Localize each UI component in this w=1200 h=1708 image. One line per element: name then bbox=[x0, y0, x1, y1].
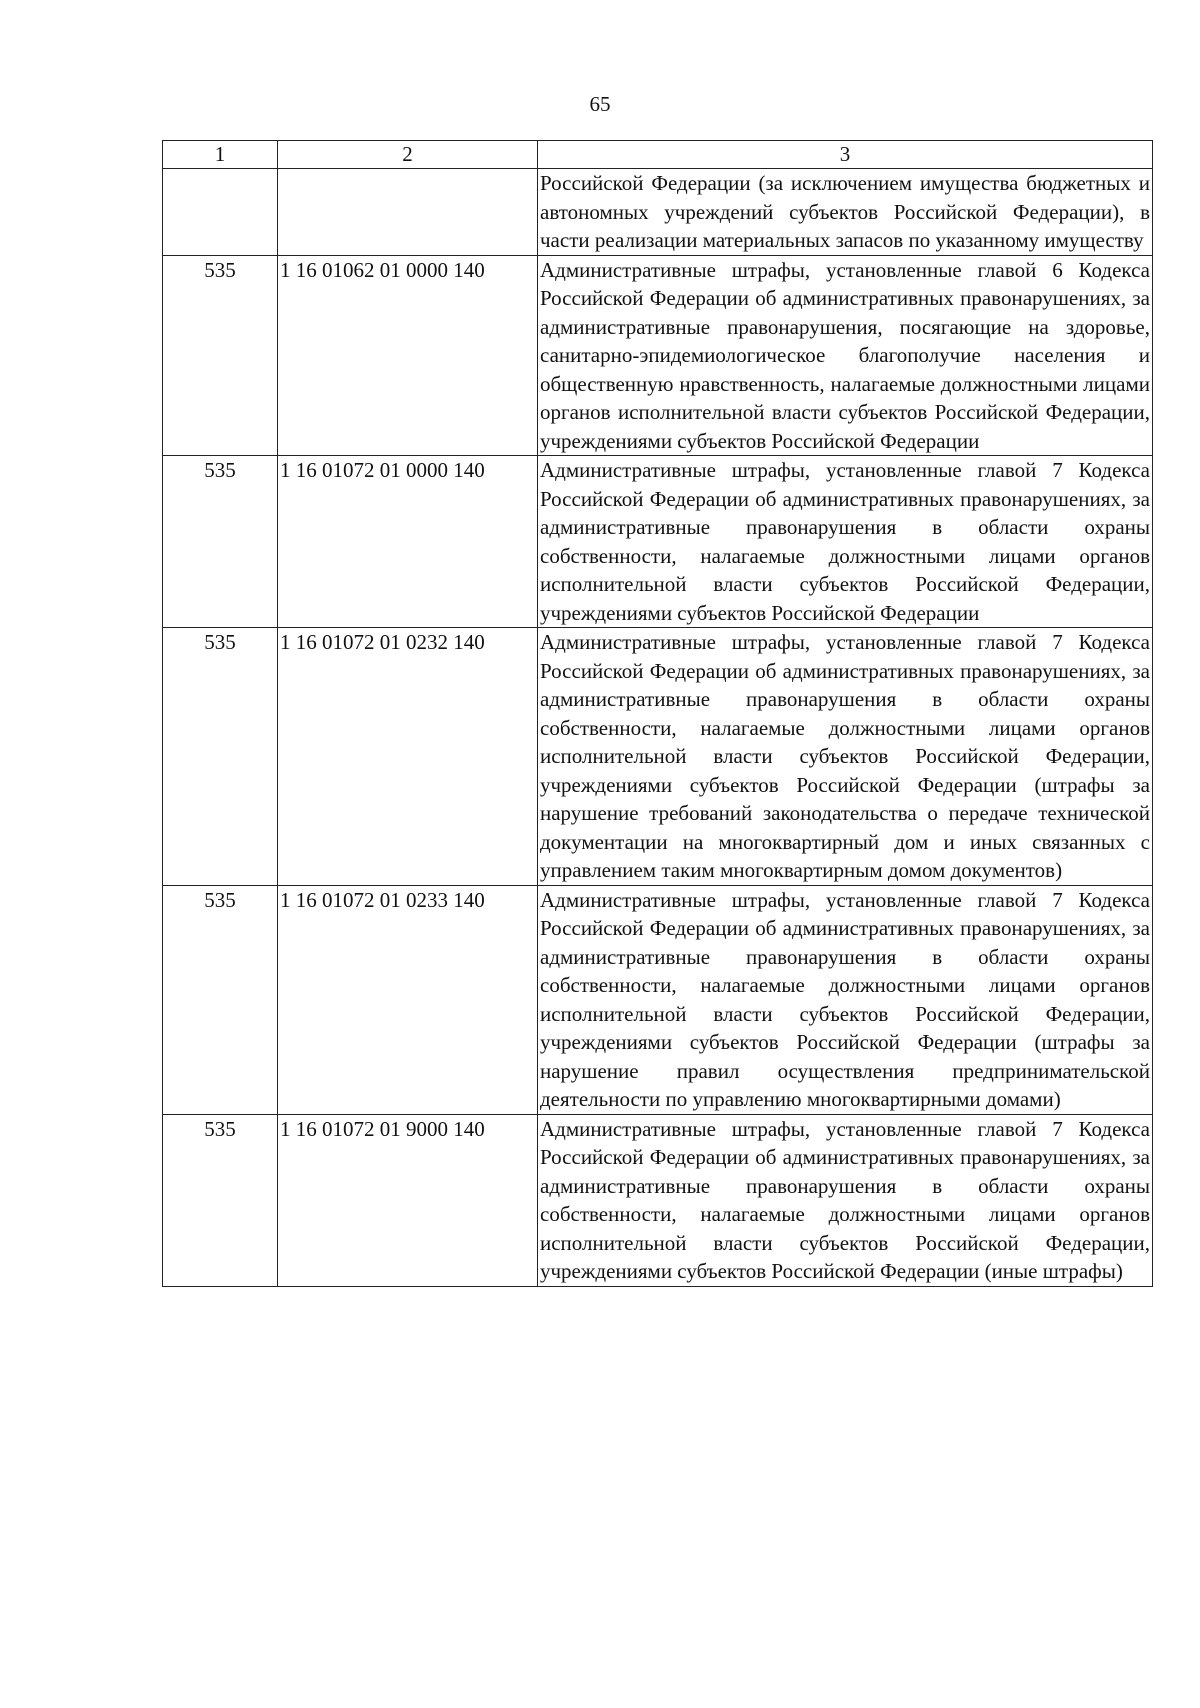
budget-code-cell: 1 16 01072 01 0232 140 bbox=[278, 628, 538, 886]
budget-code-cell: 1 16 01072 01 0000 140 bbox=[278, 456, 538, 628]
admin-code-cell bbox=[163, 169, 278, 256]
column-header-2: 2 bbox=[278, 141, 538, 169]
table-row bbox=[163, 456, 1153, 628]
table-row bbox=[163, 1114, 1153, 1286]
table-row bbox=[163, 169, 1153, 256]
admin-code-cell: 535 bbox=[163, 1114, 278, 1286]
description-cell: Административные штрафы, установленные главой 6 Кодекса Российской Федерации об административных правонарушениях, за административные правонарушения, посягающие на здоровье, санитарно-эпидемиологическое благополучие населения и общественную нравственность, налагаемые должностными лицами органов исполнительной власти субъектов Российской Федерации, учреждениями субъектов Российской Федерации bbox=[538, 255, 1153, 456]
admin-code-cell: 535 bbox=[163, 456, 278, 628]
budget-code-cell: 1 16 01062 01 0000 140 bbox=[278, 255, 538, 456]
admin-code-cell: 535 bbox=[163, 255, 278, 456]
budget-code-cell: 1 16 01072 01 0233 140 bbox=[278, 885, 538, 1114]
table-row bbox=[163, 885, 1153, 1114]
table-header-row bbox=[163, 141, 1153, 169]
table-row bbox=[163, 628, 1153, 886]
admin-code-cell: 535 bbox=[163, 885, 278, 1114]
page-number: 65 bbox=[589, 92, 611, 116]
admin-code-cell: 535 bbox=[163, 628, 278, 886]
description-cell: Административные штрафы, установленные главой 7 Кодекса Российской Федерации об административных правонарушениях, за административные правонарушения в области охраны собственности, налагаемые должностными лицами органов исполнительной власти субъектов Российской Федерации, учреждениями субъектов Российской Федерации (иные штрафы) bbox=[538, 1114, 1153, 1286]
column-header-1: 1 bbox=[163, 141, 278, 169]
budget-codes-table bbox=[162, 140, 1153, 1287]
description-cell: Административные штрафы, установленные главой 7 Кодекса Российской Федерации об административных правонарушениях, за административные правонарушения в области охраны собственности, налагаемые должностными лицами органов исполнительной власти субъектов Российской Федерации, учреждениями субъектов Российской Федерации (штрафы за нарушение правил осуществления предпринимательской деятельности по управлению многоквартирными домами) bbox=[538, 885, 1153, 1114]
description-cell: Административные штрафы, установленные главой 7 Кодекса Российской Федерации об административных правонарушениях, за административные правонарушения в области охраны собственности, налагаемые должностными лицами органов исполнительной власти субъектов Российской Федерации, учреждениями субъектов Российской Федерации bbox=[538, 456, 1153, 628]
description-cell: Российской Федерации (за исключением имущества бюджетных и автономных учреждений субъектов Российской Федерации), в части реализации материальных запасов по указанному имуществу bbox=[538, 169, 1153, 256]
description-cell: Административные штрафы, установленные главой 7 Кодекса Российской Федерации об административных правонарушениях, за административные правонарушения в области охраны собственности, налагаемые должностными лицами органов исполнительной власти субъектов Российской Федерации, учреждениями субъектов Российской Федерации (штрафы за нарушение требований законодательства о передаче технической документации на многоквартирный дом и иных связанных с управлением таким многоквартирным домом документов) bbox=[538, 628, 1153, 886]
table-row bbox=[163, 255, 1153, 456]
budget-code-cell: 1 16 01072 01 9000 140 bbox=[278, 1114, 538, 1286]
column-header-3: 3 bbox=[538, 141, 1153, 169]
budget-code-cell bbox=[278, 169, 538, 256]
